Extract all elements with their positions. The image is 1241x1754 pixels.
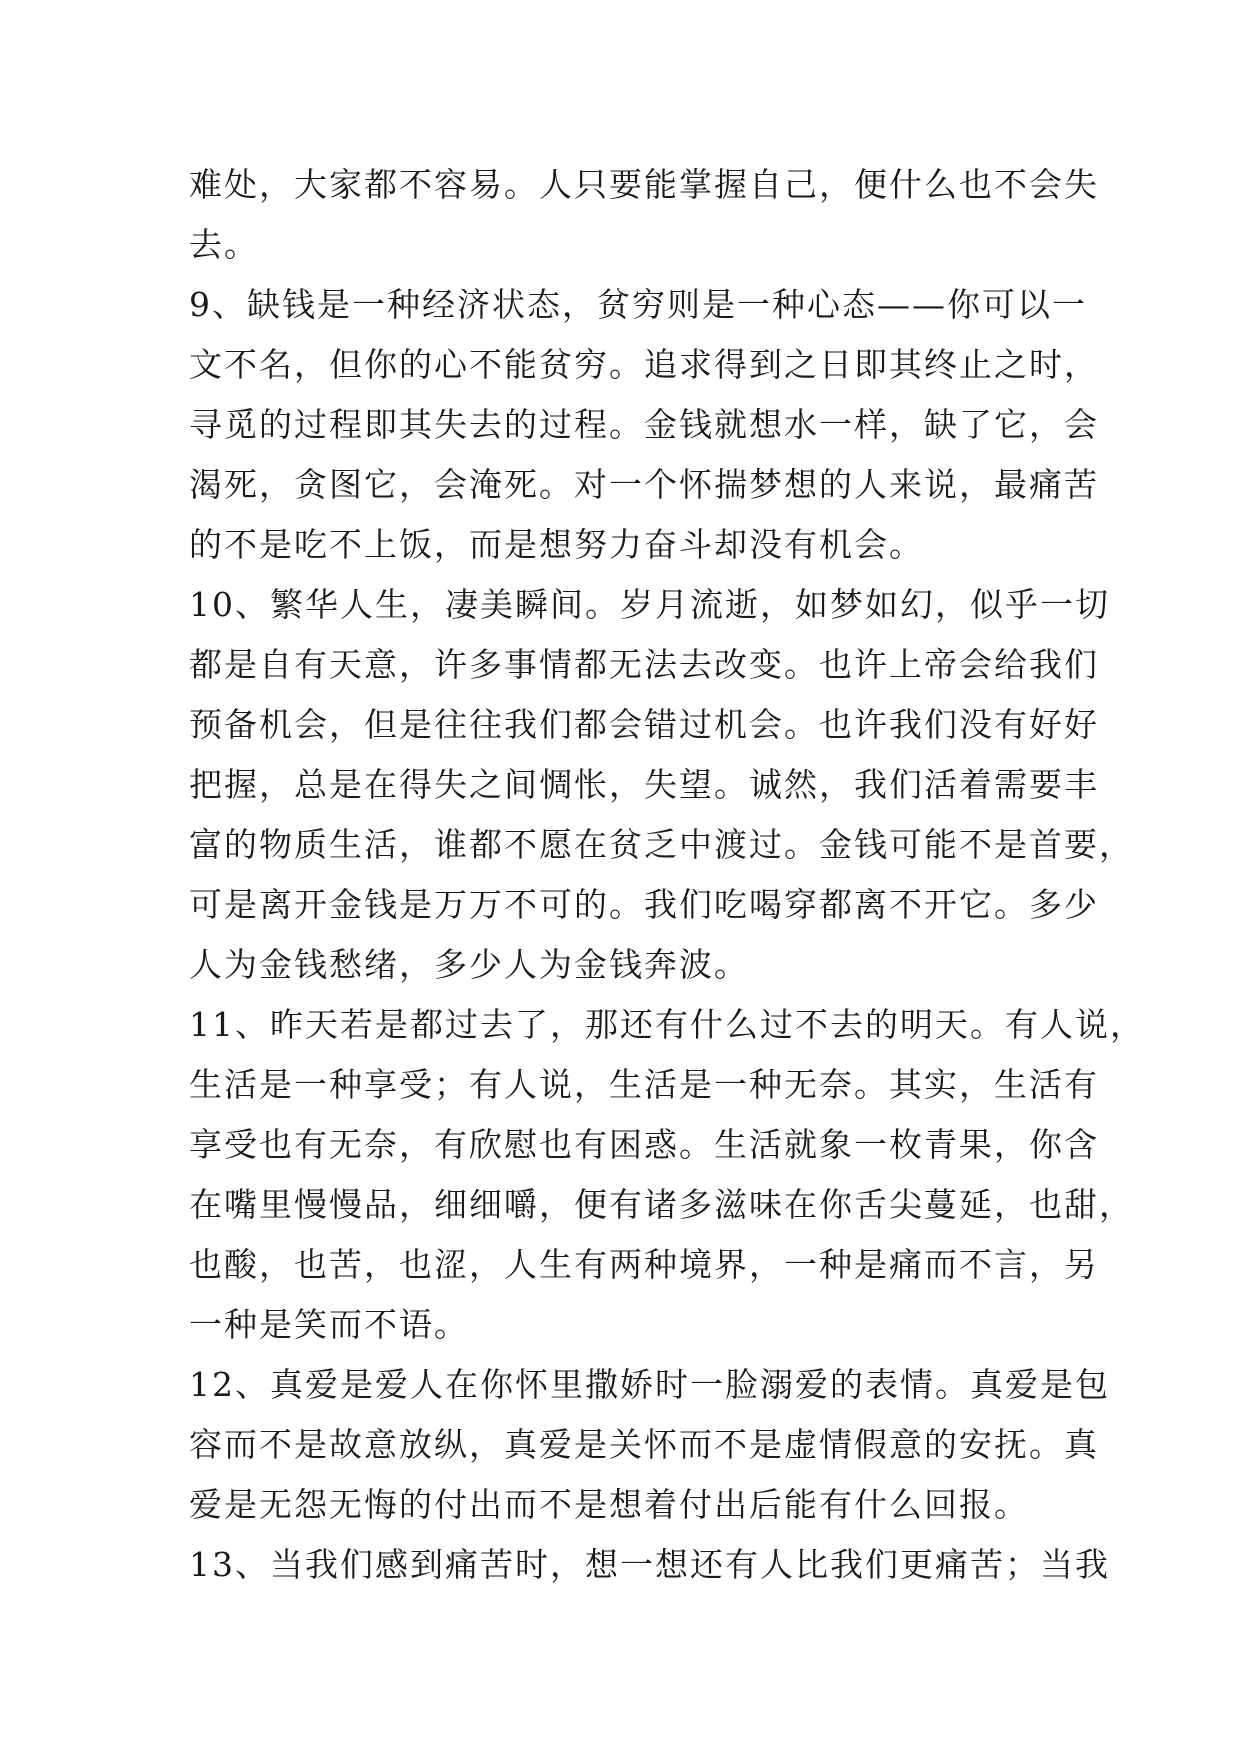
paragraph-11 [189,995,1145,1355]
text-line: 去。 [189,225,259,264]
text-line: 容而不是故意放纵，真爱是关怀而不是虚情假意的安抚。真 [189,1425,1099,1464]
document-body [189,155,1145,1595]
text-line: 渴死，贪图它，会淹死。对一个怀揣梦想的人来说，最痛苦 [189,465,1099,504]
paragraph-9 [189,275,1099,575]
text-line: 都是自有天意，许多事情都无法去改变。也许上帝会给我们 [189,645,1099,684]
text-line: 10、繁华人生，凄美瞬间。岁月流逝，如梦如幻，似乎一切 [189,585,1110,624]
text-line: 文不名，但你的心不能贫穷。追求得到之日即其终止之时， [189,345,1099,384]
text-line: 预备机会，但是往往我们都会错过机会。也许我们没有好好 [189,705,1099,744]
text-line: 也酸，也苦，也涩，人生有两种境界，一种是痛而不言，另 [189,1245,1099,1284]
text-line: 难处，大家都不容易。人只要能掌握自己，便什么也不会失 [189,165,1099,204]
text-line: 13、当我们感到痛苦时，想一想还有人比我们更痛苦；当我 [189,1545,1110,1584]
text-line: 9、缺钱是一种经济状态，贫穷则是一种心态——你可以一 [189,285,1087,324]
text-line: 12、真爱是爱人在你怀里撒娇时一脸溺爱的表情。真爱是包 [189,1365,1110,1404]
text-line: 11、昨天若是都过去了，那还有什么过不去的明天。有人说， [189,1005,1145,1044]
text-line: 把握，总是在得失之间惆怅，失望。诚然，我们活着需要丰 [189,765,1099,804]
text-line: 一种是笑而不语。 [189,1305,469,1344]
text-line: 生活是一种享受；有人说，生活是一种无奈。其实，生活有 [189,1065,1099,1104]
text-line: 人为金钱愁绪，多少人为金钱奔波。 [189,945,749,984]
text-line: 寻觅的过程即其失去的过程。金钱就想水一样，缺了它，会 [189,405,1099,444]
paragraph-continuation [189,155,1099,275]
paragraph-13 [189,1535,1110,1595]
text-line: 可是离开金钱是万万不可的。我们吃喝穿都离不开它。多少 [189,885,1099,924]
paragraph-10 [189,575,1134,995]
text-line: 的不是吃不上饭，而是想努力奋斗却没有机会。 [189,525,924,564]
text-line: 富的物质生活，谁都不愿在贫乏中渡过。金钱可能不是首要， [189,825,1134,864]
text-line: 爱是无怨无悔的付出而不是想着付出后能有什么回报。 [189,1485,1029,1524]
text-line: 享受也有无奈，有欣慰也有困惑。生活就象一枚青果，你含 [189,1125,1099,1164]
paragraph-12 [189,1355,1110,1535]
text-line: 在嘴里慢慢品，细细嚼，便有诸多滋味在你舌尖蔓延，也甜， [189,1185,1134,1224]
